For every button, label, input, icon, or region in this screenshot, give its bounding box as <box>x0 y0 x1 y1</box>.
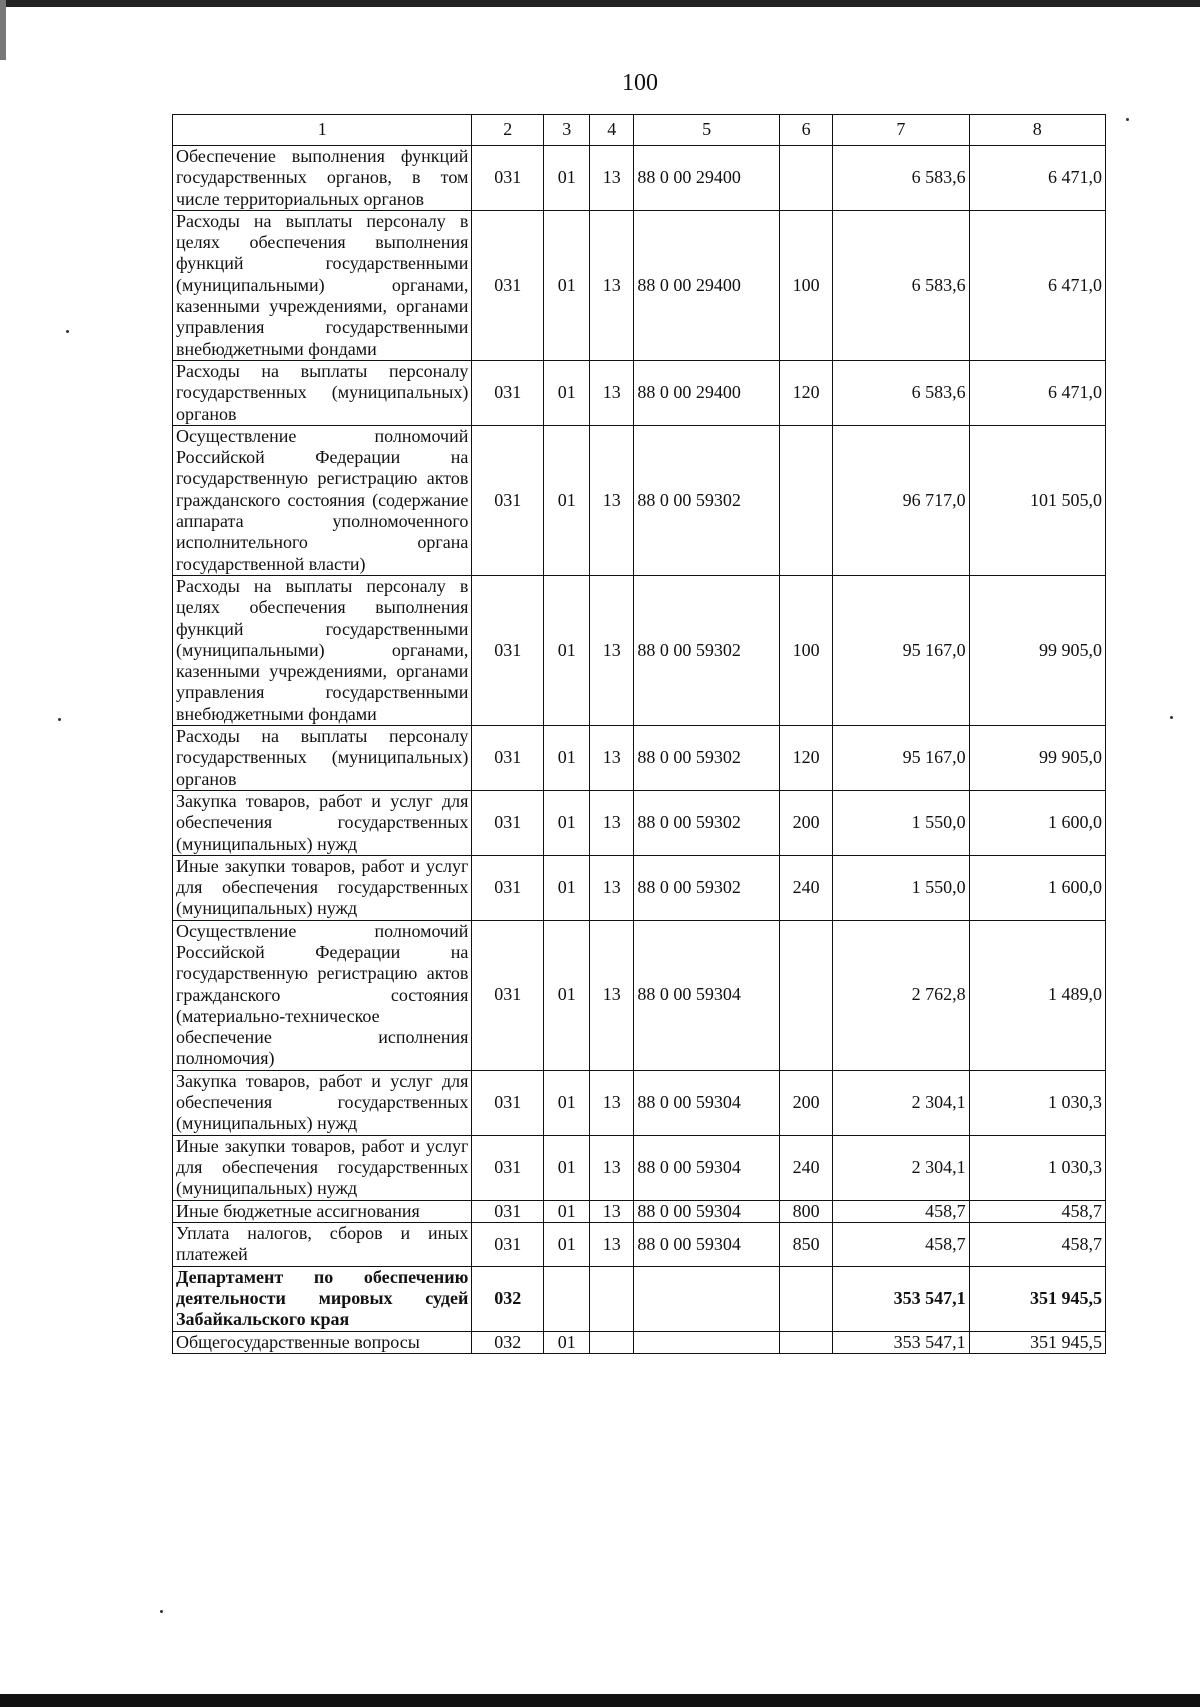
row-name-cell: Уплата налогов, сборов и иных платежей <box>173 1223 472 1267</box>
target-article-cell: 88 0 00 59304 <box>634 920 780 1070</box>
section-cell: 01 <box>544 360 590 425</box>
table-row <box>173 1070 1106 1135</box>
admin-code-cell: 031 <box>472 1070 544 1135</box>
target-article-cell <box>634 1331 780 1354</box>
table-row <box>173 146 1106 211</box>
amount-cell-col8: 1 030,3 <box>969 1070 1105 1135</box>
subsection-cell: 13 <box>590 146 634 211</box>
target-article-cell: 88 0 00 29400 <box>634 146 780 211</box>
subsection-cell: 13 <box>590 726 634 791</box>
row-name-cell: Обеспечение выполнения функций государственных органов, в том числе территориальных органов <box>173 146 472 211</box>
expense-type-cell: 100 <box>779 575 832 725</box>
admin-code-cell: 031 <box>472 1135 544 1200</box>
row-name-cell: Осуществление полномочий Российской Федерации на государственную регистрацию актов гражданского состояния (содержание аппарата уполномоченного исполнительного органа государственной власти) <box>173 425 472 575</box>
section-cell: 01 <box>544 920 590 1070</box>
target-article-cell: 88 0 00 59304 <box>634 1223 780 1267</box>
expense-type-cell: 120 <box>779 360 832 425</box>
amount-cell-col8: 101 505,0 <box>969 425 1105 575</box>
admin-code-cell: 032 <box>472 1331 544 1354</box>
amount-cell-col8: 351 945,5 <box>969 1331 1105 1354</box>
scan-speck <box>1170 716 1173 719</box>
header-row <box>173 115 1106 146</box>
row-name-cell: Закупка товаров, работ и услуг для обеспечения государственных (муниципальных) нужд <box>173 790 472 855</box>
header-cell: 5 <box>634 115 780 146</box>
admin-code-cell: 031 <box>472 1223 544 1267</box>
table-row <box>173 920 1106 1070</box>
table-row <box>173 1135 1106 1200</box>
section-cell: 01 <box>544 425 590 575</box>
amount-cell-col7: 2 304,1 <box>833 1135 969 1200</box>
expense-type-cell: 200 <box>779 1070 832 1135</box>
amount-cell-col7: 353 547,1 <box>833 1266 969 1331</box>
header-cell: 6 <box>779 115 832 146</box>
amount-cell-col8: 1 600,0 <box>969 790 1105 855</box>
admin-code-cell: 031 <box>472 210 544 360</box>
section-cell: 01 <box>544 1331 590 1354</box>
header-cell: 8 <box>969 115 1105 146</box>
admin-code-cell: 031 <box>472 425 544 575</box>
expense-type-cell: 100 <box>779 210 832 360</box>
header-cell: 3 <box>544 115 590 146</box>
expense-type-cell: 850 <box>779 1223 832 1267</box>
row-name-cell: Иные закупки товаров, работ и услуг для обеспечения государственных (муниципальных) нужд <box>173 1135 472 1200</box>
expense-type-cell <box>779 1266 832 1331</box>
admin-code-cell: 031 <box>472 146 544 211</box>
expense-type-cell: 800 <box>779 1200 832 1223</box>
subsection-cell: 13 <box>590 1200 634 1223</box>
scan-left-edge <box>0 0 6 60</box>
section-cell: 01 <box>544 1135 590 1200</box>
subsection-cell <box>590 1331 634 1354</box>
header-cell: 4 <box>590 115 634 146</box>
amount-cell-col7: 2 304,1 <box>833 1070 969 1135</box>
subsection-cell: 13 <box>590 425 634 575</box>
amount-cell-col7: 96 717,0 <box>833 425 969 575</box>
section-cell: 01 <box>544 855 590 920</box>
target-article-cell: 88 0 00 59302 <box>634 575 780 725</box>
target-article-cell: 88 0 00 59302 <box>634 790 780 855</box>
header-cell: 1 <box>173 115 472 146</box>
scan-speck <box>66 330 69 333</box>
subsection-cell: 13 <box>590 210 634 360</box>
table-body <box>173 115 1106 1354</box>
subsection-cell: 13 <box>590 1135 634 1200</box>
amount-cell-col8: 6 471,0 <box>969 146 1105 211</box>
amount-cell-col8: 99 905,0 <box>969 726 1105 791</box>
admin-code-cell: 031 <box>472 360 544 425</box>
page-number: 100 <box>622 70 658 96</box>
expense-type-cell: 120 <box>779 726 832 791</box>
scan-top-edge <box>0 0 1200 7</box>
amount-cell-col8: 351 945,5 <box>969 1266 1105 1331</box>
table-row <box>173 210 1106 360</box>
section-cell: 01 <box>544 1200 590 1223</box>
row-name-cell: Общегосударственные вопросы <box>173 1331 472 1354</box>
row-name-cell: Департамент по обеспечению деятельности мировых судей Забайкальского края <box>173 1266 472 1331</box>
admin-code-cell: 031 <box>472 790 544 855</box>
section-cell: 01 <box>544 1070 590 1135</box>
row-name-cell: Расходы на выплаты персоналу в целях обеспечения выполнения функций государственными (муниципальными) органами, казенными учреждениями, органами управления государственными внебюджетными фондами <box>173 210 472 360</box>
table-row <box>173 726 1106 791</box>
header-cell: 2 <box>472 115 544 146</box>
amount-cell-col8: 1 489,0 <box>969 920 1105 1070</box>
section-cell: 01 <box>544 575 590 725</box>
scan-speck <box>160 1610 163 1613</box>
amount-cell-col7: 95 167,0 <box>833 575 969 725</box>
table-row <box>173 360 1106 425</box>
amount-cell-col7: 458,7 <box>833 1200 969 1223</box>
target-article-cell: 88 0 00 29400 <box>634 210 780 360</box>
scan-speck <box>1126 118 1129 121</box>
amount-cell-col7: 6 583,6 <box>833 146 969 211</box>
scan-speck <box>58 718 61 721</box>
table-row <box>173 855 1106 920</box>
admin-code-cell: 031 <box>472 575 544 725</box>
target-article-cell: 88 0 00 59302 <box>634 726 780 791</box>
subsection-cell: 13 <box>590 920 634 1070</box>
budget-table <box>172 114 1106 1354</box>
row-name-cell: Расходы на выплаты персоналу государственных (муниципальных) органов <box>173 360 472 425</box>
section-cell: 01 <box>544 146 590 211</box>
header-cell: 7 <box>833 115 969 146</box>
amount-cell-col7: 353 547,1 <box>833 1331 969 1354</box>
amount-cell-col7: 458,7 <box>833 1223 969 1267</box>
amount-cell-col8: 6 471,0 <box>969 210 1105 360</box>
section-cell: 01 <box>544 1223 590 1267</box>
subsection-cell: 13 <box>590 1223 634 1267</box>
admin-code-cell: 032 <box>472 1266 544 1331</box>
amount-cell-col8: 99 905,0 <box>969 575 1105 725</box>
expense-type-cell: 240 <box>779 855 832 920</box>
row-name-cell: Закупка товаров, работ и услуг для обеспечения государственных (муниципальных) нужд <box>173 1070 472 1135</box>
expense-type-cell <box>779 920 832 1070</box>
subsection-cell: 13 <box>590 790 634 855</box>
table-row <box>173 1331 1106 1354</box>
amount-cell-col7: 95 167,0 <box>833 726 969 791</box>
row-name-cell: Иные бюджетные ассигнования <box>173 1200 472 1223</box>
admin-code-cell: 031 <box>472 920 544 1070</box>
amount-cell-col8: 6 471,0 <box>969 360 1105 425</box>
expense-type-cell <box>779 146 832 211</box>
target-article-cell: 88 0 00 59304 <box>634 1200 780 1223</box>
row-name-cell: Осуществление полномочий Российской Федерации на государственную регистрацию актов гражданского состояния (материально-техническое обеспечение исполнения полномочия) <box>173 920 472 1070</box>
target-article-cell: 88 0 00 59304 <box>634 1135 780 1200</box>
target-article-cell: 88 0 00 59302 <box>634 855 780 920</box>
target-article-cell <box>634 1266 780 1331</box>
amount-cell-col8: 458,7 <box>969 1200 1105 1223</box>
expense-type-cell: 200 <box>779 790 832 855</box>
subsection-cell: 13 <box>590 575 634 725</box>
row-name-cell: Расходы на выплаты персоналу государственных (муниципальных) органов <box>173 726 472 791</box>
subsection-cell: 13 <box>590 855 634 920</box>
expense-type-cell <box>779 1331 832 1354</box>
table-row <box>173 1223 1106 1267</box>
section-cell: 01 <box>544 726 590 791</box>
expense-type-cell: 240 <box>779 1135 832 1200</box>
amount-cell-col8: 1 600,0 <box>969 855 1105 920</box>
amount-cell-col7: 6 583,6 <box>833 360 969 425</box>
amount-cell-col8: 458,7 <box>969 1223 1105 1267</box>
table-row <box>173 425 1106 575</box>
amount-cell-col8: 1 030,3 <box>969 1135 1105 1200</box>
admin-code-cell: 031 <box>472 726 544 791</box>
target-article-cell: 88 0 00 59304 <box>634 1070 780 1135</box>
amount-cell-col7: 1 550,0 <box>833 790 969 855</box>
amount-cell-col7: 6 583,6 <box>833 210 969 360</box>
target-article-cell: 88 0 00 29400 <box>634 360 780 425</box>
row-name-cell: Иные закупки товаров, работ и услуг для обеспечения государственных (муниципальных) нужд <box>173 855 472 920</box>
table-row <box>173 1200 1106 1223</box>
row-name-cell: Расходы на выплаты персоналу в целях обеспечения выполнения функций государственными (муниципальными) органами, казенными учреждениями, органами управления государственными внебюджетными фондами <box>173 575 472 725</box>
scan-bottom-edge <box>0 1694 1200 1707</box>
admin-code-cell: 031 <box>472 1200 544 1223</box>
section-cell <box>544 1266 590 1331</box>
subsection-cell: 13 <box>590 360 634 425</box>
table-row <box>173 1266 1106 1331</box>
section-cell: 01 <box>544 790 590 855</box>
section-cell: 01 <box>544 210 590 360</box>
amount-cell-col7: 1 550,0 <box>833 855 969 920</box>
amount-cell-col7: 2 762,8 <box>833 920 969 1070</box>
subsection-cell: 13 <box>590 1070 634 1135</box>
subsection-cell <box>590 1266 634 1331</box>
admin-code-cell: 031 <box>472 855 544 920</box>
table-row <box>173 575 1106 725</box>
expense-type-cell <box>779 425 832 575</box>
target-article-cell: 88 0 00 59302 <box>634 425 780 575</box>
table-row <box>173 790 1106 855</box>
